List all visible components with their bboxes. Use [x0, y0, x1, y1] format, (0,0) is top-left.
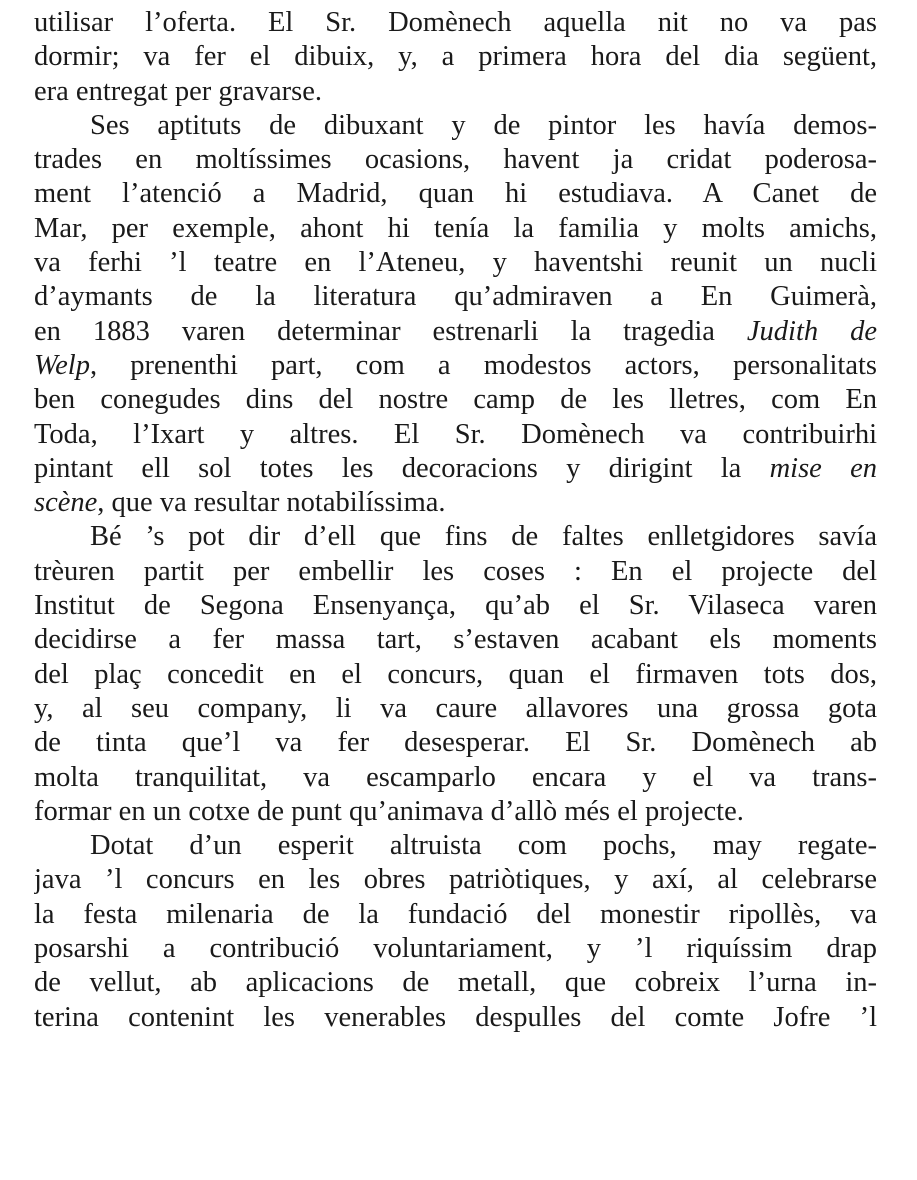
line-text: pintant ell sol totes les decoracions y dirigint la: [34, 452, 770, 484]
text-line: java ’l concurs en les obres patriòtiques, y axí, al celebrarse: [34, 864, 877, 896]
text-line: de tinta que’l va fer desesperar. El Sr. Domènech ab: [34, 727, 877, 759]
text-line: ben conegudes dins del nostre camp de les lletres, com En: [34, 384, 877, 416]
text-line: molta tranquilitat, va escamparlo encara y el va trans-: [34, 761, 877, 793]
line-text: , prenenthi part, com a modestos actors, personalitats: [89, 349, 877, 381]
italic-title: scène: [34, 487, 98, 519]
text-line: utilisar l’oferta. El Sr. Domènech aquella nit no va pas: [34, 7, 877, 38]
text-line: Dotat d’un esperit altruista com pochs, may regate-: [90, 830, 877, 862]
text-line: posarshi a contribució voluntariament, y ’l riquíssim drap: [34, 933, 877, 965]
text-line: [34, 349, 877, 383]
italic-title: mise en: [769, 452, 877, 484]
text-line: de vellut, ab aplicacions de metall, que cobreix l’urna in-: [34, 967, 877, 999]
text-line: Ses aptituts de dibuxant y de pintor les havía demos-: [90, 109, 877, 141]
text-line: del plaç concedit en el concurs, quan el firmaven tots dos,: [34, 658, 877, 690]
italic-title: Judith de: [746, 315, 877, 347]
text-line: [34, 315, 877, 349]
body-text: [34, 6, 877, 1035]
text-line: va ferhi ’l teatre en l’Ateneu, y haventshi reunit un nucli: [34, 247, 877, 279]
text-line: trèuren partit per embellir les coses : En el projecte del: [34, 555, 877, 587]
line-text: , que va resultar notabilíssima.: [97, 487, 446, 519]
text-line: formar en un cotxe de punt qu’animava d’allò més el projecte.: [34, 795, 744, 827]
italic-title: Welp: [34, 349, 90, 381]
text-line: era entregat per gravarse.: [34, 75, 322, 107]
text-line: d’aymants de la literatura qu’admiraven a En Guimerà,: [34, 281, 877, 313]
text-line: terina contenint les venerables despulles del comte Jofre ’l: [34, 1001, 877, 1033]
text-line: [34, 452, 877, 486]
text-line: Mar, per exemple, ahont hi tenía la familia y molts amichs,: [34, 212, 877, 244]
text-line: Bé ’s pot dir d’ell que fins de faltes enlletgidores savía: [90, 521, 877, 553]
text-line: Toda, l’Ixart y altres. El Sr. Domènech va contribuirhi: [34, 418, 877, 450]
text-line: y, al seu company, li va caure allavores una grossa gota: [34, 692, 877, 724]
text-line: trades en moltíssimes ocasions, havent ja cridat poderosa-: [34, 144, 877, 176]
text-line: dormir; va fer el dibuix, y, a primera hora del dia següent,: [34, 41, 877, 73]
line-text: en 1883 varen determinar estrenarli la tragedia: [34, 315, 747, 347]
text-line: [34, 486, 877, 520]
text-line: la festa milenaria de la fundació del monestir ripollès, va: [34, 898, 877, 930]
text-line: Institut de Segona Ensenyança, qu’ab el Sr. Vilaseca varen: [34, 590, 877, 622]
text-line: ment l’atenció a Madrid, quan hi estudiava. A Canet de: [34, 178, 877, 210]
text-line: decidirse a fer massa tart, s’estaven acabant els moments: [34, 624, 877, 656]
